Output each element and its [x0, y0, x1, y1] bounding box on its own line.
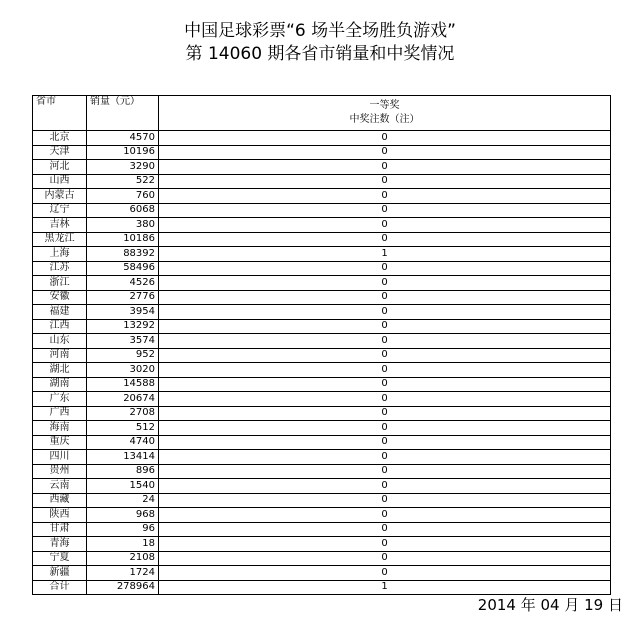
- sales-cell: 3574: [87, 334, 159, 349]
- table-row: [33, 131, 611, 146]
- sales-cell: 6068: [87, 203, 159, 218]
- winners-cell: 0: [159, 508, 611, 523]
- sales-cell: 512: [87, 421, 159, 436]
- first-prize-label: 一等奖: [369, 100, 400, 111]
- table-row: [33, 493, 611, 508]
- sales-cell: 968: [87, 508, 159, 523]
- winners-cell: 0: [159, 377, 611, 392]
- report-subtitle: 第 14060 期各省市销量和中奖情况: [185, 44, 455, 64]
- sales-cell: 3290: [87, 160, 159, 175]
- winners-cell: 0: [159, 537, 611, 552]
- table-row: [33, 508, 611, 523]
- table-row: [33, 261, 611, 276]
- province-cell: 宁夏: [33, 551, 87, 566]
- table-row: [33, 537, 611, 552]
- winners-cell: 0: [159, 203, 611, 218]
- winners-cell: 0: [159, 305, 611, 320]
- winners-cell: 0: [159, 218, 611, 233]
- table-row: [33, 479, 611, 494]
- table-header-row: [33, 96, 611, 131]
- table-row: [33, 276, 611, 291]
- province-cell: 陕西: [33, 508, 87, 523]
- sales-cell: 1724: [87, 566, 159, 581]
- province-cell: 黑龙江: [33, 232, 87, 247]
- sales-cell: 13292: [87, 319, 159, 334]
- table-row: [33, 464, 611, 479]
- table-row: [33, 334, 611, 349]
- winners-cell: 0: [159, 406, 611, 421]
- province-cell: 广东: [33, 392, 87, 407]
- winners-cell: 0: [159, 174, 611, 189]
- column-header-province: 省市: [33, 96, 87, 131]
- sales-cell: 10196: [87, 145, 159, 160]
- table-row: [33, 363, 611, 378]
- table-row: [33, 319, 611, 334]
- province-cell: 辽宁: [33, 203, 87, 218]
- table-row: [33, 348, 611, 363]
- province-cell: 合计: [33, 580, 87, 595]
- province-cell: 贵州: [33, 464, 87, 479]
- province-cell: 湖南: [33, 377, 87, 392]
- province-cell: 四川: [33, 450, 87, 465]
- table-row: [33, 174, 611, 189]
- winners-cell: 0: [159, 421, 611, 436]
- winners-cell: 0: [159, 522, 611, 537]
- winners-cell: 0: [159, 392, 611, 407]
- province-cell: 天津: [33, 145, 87, 160]
- province-cell: 上海: [33, 247, 87, 262]
- total-row: [33, 580, 611, 595]
- sales-cell: 96: [87, 522, 159, 537]
- sales-cell: 2776: [87, 290, 159, 305]
- sales-cell: 14588: [87, 377, 159, 392]
- table-row: [33, 247, 611, 262]
- column-header-sales: 销量（元）: [87, 96, 159, 131]
- province-cell: 浙江: [33, 276, 87, 291]
- winners-cell: 0: [159, 290, 611, 305]
- table-row: [33, 305, 611, 320]
- sales-cell: 4740: [87, 435, 159, 450]
- sales-cell: 13414: [87, 450, 159, 465]
- table-body: [33, 131, 611, 595]
- province-cell: 重庆: [33, 435, 87, 450]
- sales-cell: 3020: [87, 363, 159, 378]
- province-cell: 海南: [33, 421, 87, 436]
- winners-cell: 0: [159, 145, 611, 160]
- province-cell: 内蒙古: [33, 189, 87, 204]
- column-header-first-prize: [159, 96, 611, 131]
- province-cell: 吉林: [33, 218, 87, 233]
- winners-cell: 0: [159, 493, 611, 508]
- sales-cell: 24: [87, 493, 159, 508]
- winners-cell: 1: [159, 247, 611, 262]
- sales-cell: 522: [87, 174, 159, 189]
- province-cell: 河南: [33, 348, 87, 363]
- table-row: [33, 566, 611, 581]
- province-cell: 湖北: [33, 363, 87, 378]
- winners-cell: 0: [159, 189, 611, 204]
- sales-cell: 2108: [87, 551, 159, 566]
- winners-cell: 1: [159, 580, 611, 595]
- province-cell: 甘肃: [33, 522, 87, 537]
- table-row: [33, 392, 611, 407]
- winners-cell: 0: [159, 160, 611, 175]
- sales-table: [32, 95, 611, 595]
- winners-count-label: 中奖注数（注）: [349, 114, 420, 125]
- winners-cell: 0: [159, 319, 611, 334]
- province-cell: 江西: [33, 319, 87, 334]
- province-cell: 云南: [33, 479, 87, 494]
- province-cell: 福建: [33, 305, 87, 320]
- sales-cell: 380: [87, 218, 159, 233]
- province-cell: 青海: [33, 537, 87, 552]
- table-row: [33, 551, 611, 566]
- table-row: [33, 421, 611, 436]
- winners-cell: 0: [159, 261, 611, 276]
- sales-cell: 18: [87, 537, 159, 552]
- winners-cell: 0: [159, 435, 611, 450]
- sales-cell: 896: [87, 464, 159, 479]
- table-row: [33, 290, 611, 305]
- province-cell: 西藏: [33, 493, 87, 508]
- table-row: [33, 406, 611, 421]
- sales-cell: 278964: [87, 580, 159, 595]
- table-row: [33, 160, 611, 175]
- winners-cell: 0: [159, 566, 611, 581]
- winners-cell: 0: [159, 334, 611, 349]
- winners-cell: 0: [159, 348, 611, 363]
- sales-cell: 20674: [87, 392, 159, 407]
- sales-cell: 952: [87, 348, 159, 363]
- province-cell: 北京: [33, 131, 87, 146]
- sales-cell: 4570: [87, 131, 159, 146]
- sales-cell: 3954: [87, 305, 159, 320]
- winners-cell: 0: [159, 479, 611, 494]
- province-cell: 安徽: [33, 290, 87, 305]
- winners-cell: 0: [159, 232, 611, 247]
- winners-cell: 0: [159, 450, 611, 465]
- sales-cell: 4526: [87, 276, 159, 291]
- sales-cell: 2708: [87, 406, 159, 421]
- table-row: [33, 189, 611, 204]
- report-title: 中国足球彩票“6 场半全场胜负游戏”: [184, 21, 456, 41]
- table-row: [33, 435, 611, 450]
- table-row: [33, 377, 611, 392]
- sales-cell: 88392: [87, 247, 159, 262]
- table-row: [33, 232, 611, 247]
- winners-cell: 0: [159, 363, 611, 378]
- province-cell: 广西: [33, 406, 87, 421]
- province-cell: 山东: [33, 334, 87, 349]
- table-row: [33, 218, 611, 233]
- report-date: 2014 年 04 月 19 日: [477, 596, 623, 614]
- sales-cell: 1540: [87, 479, 159, 494]
- winners-cell: 0: [159, 276, 611, 291]
- table-row: [33, 450, 611, 465]
- province-cell: 山西: [33, 174, 87, 189]
- province-cell: 江苏: [33, 261, 87, 276]
- winners-cell: 0: [159, 464, 611, 479]
- sales-cell: 760: [87, 189, 159, 204]
- winners-cell: 0: [159, 551, 611, 566]
- table-row: [33, 203, 611, 218]
- province-cell: 河北: [33, 160, 87, 175]
- table-row: [33, 522, 611, 537]
- table-row: [33, 145, 611, 160]
- winners-cell: 0: [159, 131, 611, 146]
- province-cell: 新疆: [33, 566, 87, 581]
- sales-cell: 10186: [87, 232, 159, 247]
- sales-cell: 58496: [87, 261, 159, 276]
